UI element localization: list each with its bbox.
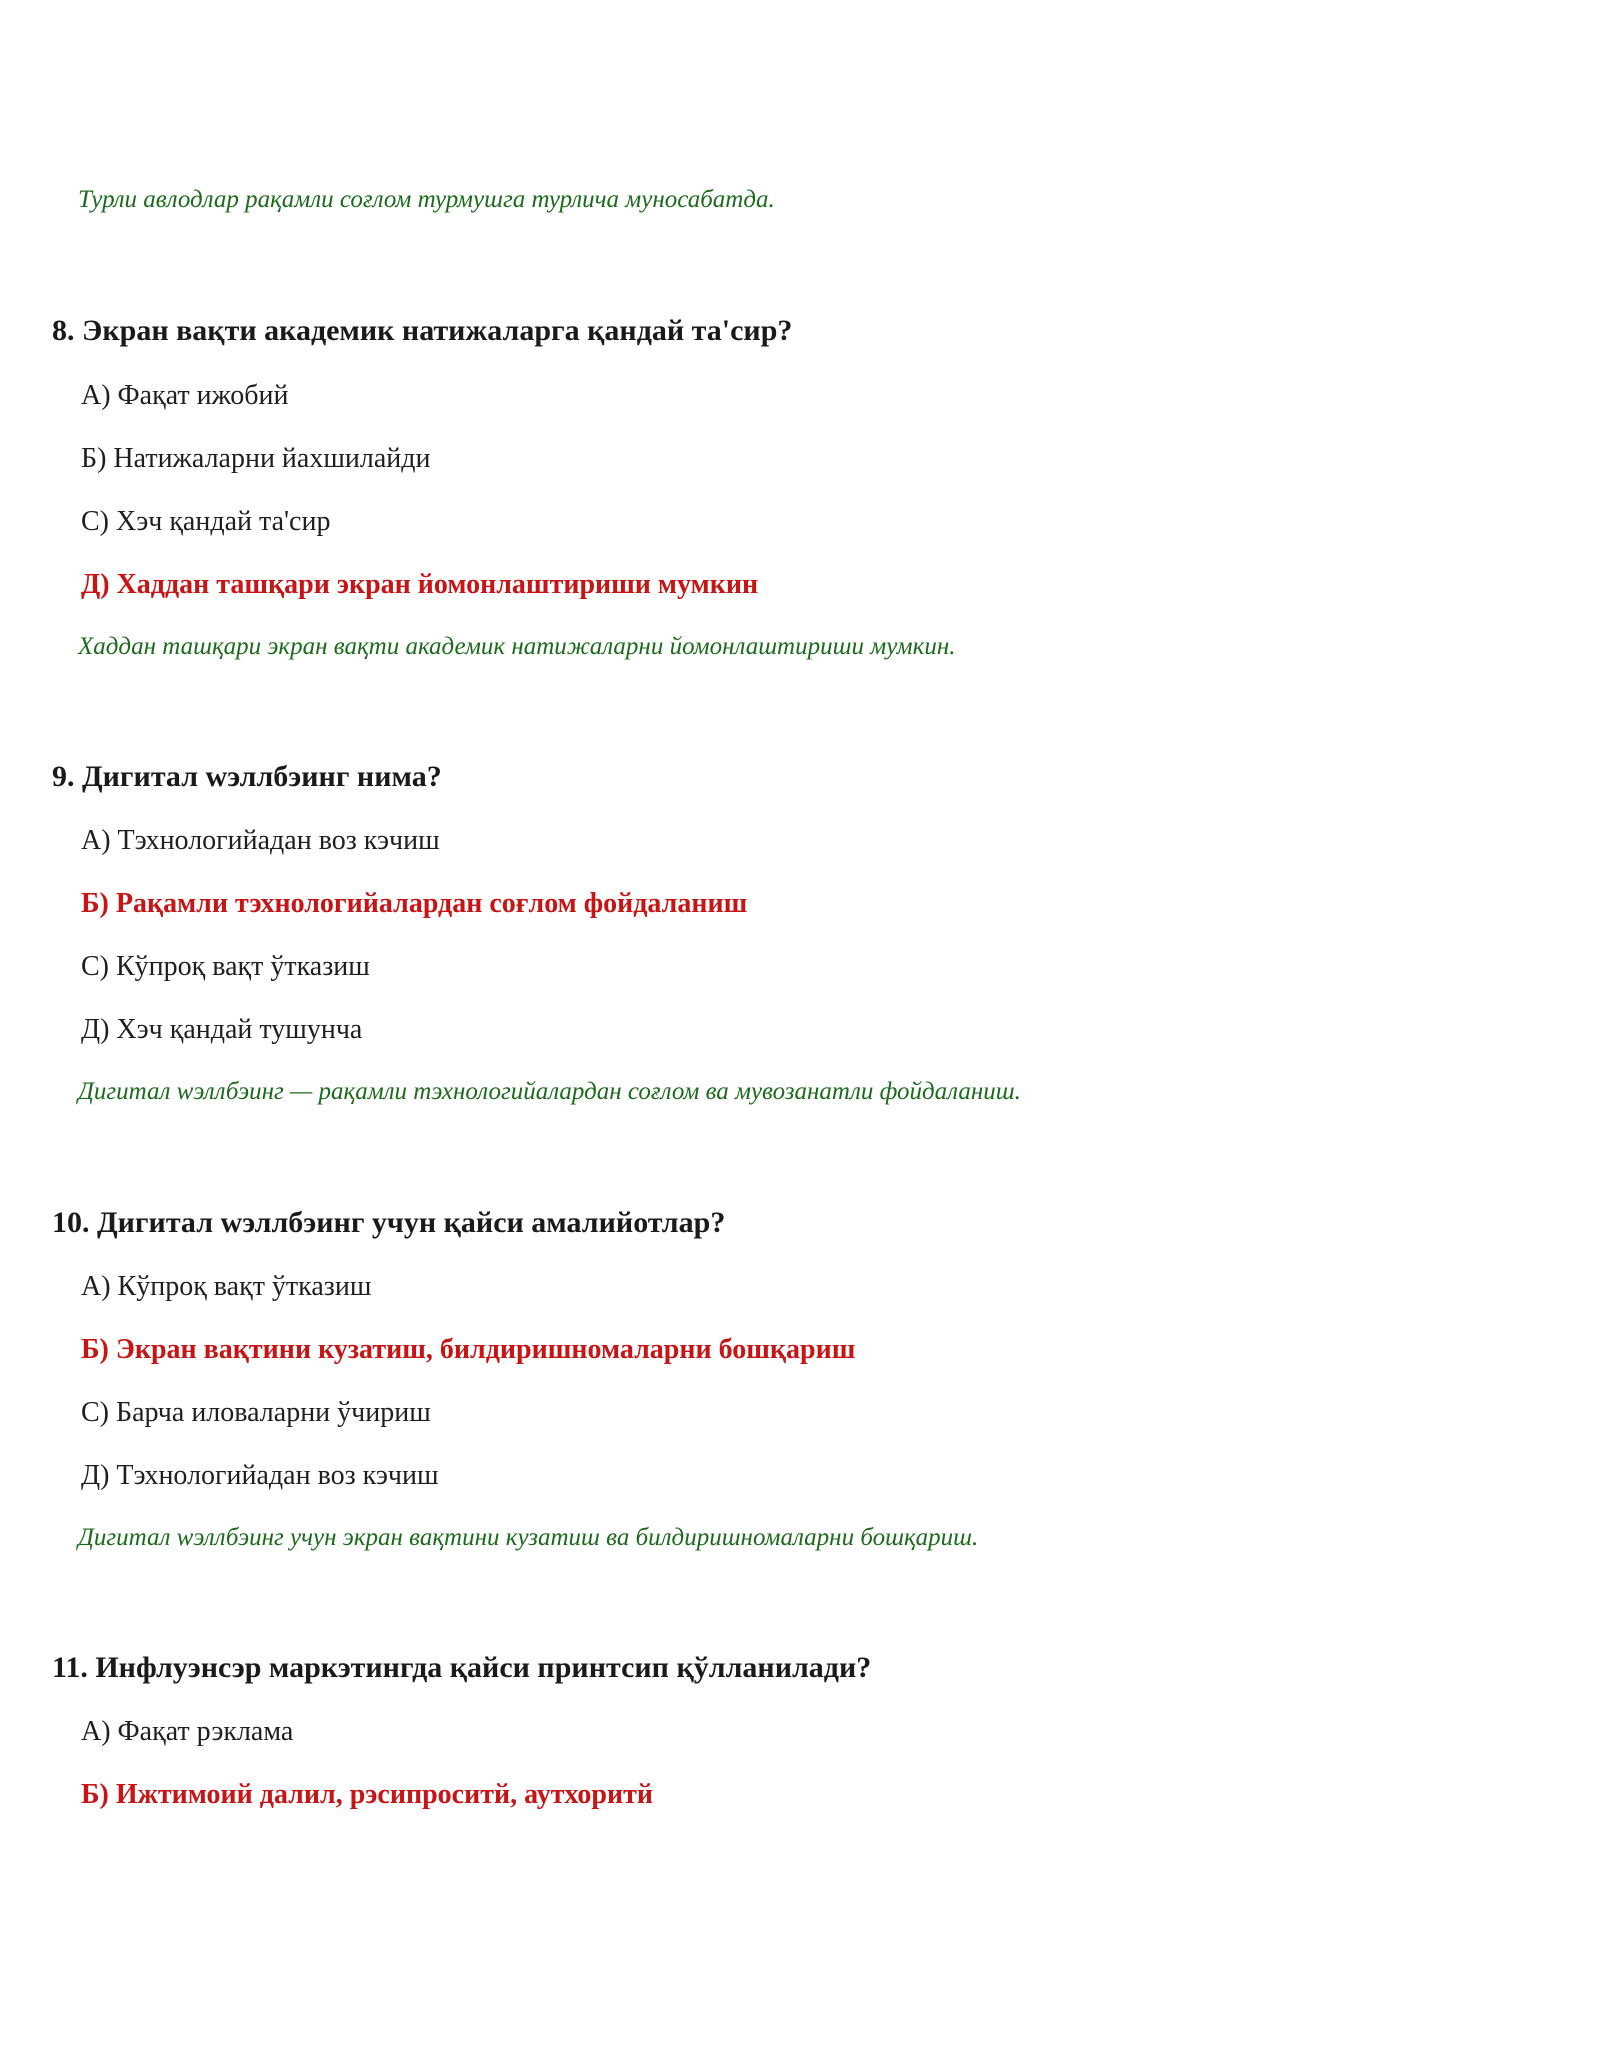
question-8-explanation: Хаддан ташқари экран вақти академик натижаларни йомонлаштириши мумкин. — [78, 633, 956, 660]
question-10-explanation: Дигитал wэллбэинг учун экран вақтини кузатиш ва билдиришномаларни бошқариш. — [78, 1524, 979, 1551]
question-10-option-a: А) Кўпроқ вақт ўтказиш — [81, 1271, 372, 1302]
question-8-option-a: А) Фақат ижобий — [81, 380, 289, 411]
question-10-option-c: С) Барча иловаларни ўчириш — [81, 1397, 431, 1428]
question-11-title: 11. Инфлуэнсэр маркэтингда қайси принтсип қўлланилади? — [52, 1651, 872, 1684]
question-10-title: 10. Дигитал wэллбэинг учун қайси амалийотлар? — [52, 1206, 726, 1239]
question-9-option-a: А) Тэхнологийадан воз кэчиш — [81, 825, 440, 856]
question-8-title: 8. Экран вақти академик натижаларга қандай та'сир? — [52, 314, 793, 347]
question-9-explanation: Дигитал wэллбэинг — рақамли тэхнологийалардан соғлом ва мувозанатли фойдаланиш. — [78, 1078, 1021, 1105]
question-11-option-b-correct: Б) Ижтимоий далил, рэсипроситй, аутхоритй — [81, 1779, 653, 1810]
question-9-option-c: С) Кўпроқ вақт ўтказиш — [81, 951, 370, 982]
explanation-text: Турли авлодлар рақамли соғлом турмушга турлича муносабатда. — [78, 186, 775, 213]
question-8-option-b: Б) Натижаларни йахшилайди — [81, 443, 431, 474]
question-8-option-c: С) Хэч қандай та'сир — [81, 506, 331, 537]
question-9-option-b-correct: Б) Рақамли тэхнологийалардан соғлом фойдаланиш — [81, 888, 748, 919]
question-10-option-d: Д) Тэхнологийадан воз кэчиш — [81, 1460, 439, 1491]
question-8-option-d-correct: Д) Хаддан ташқари экран йомонлаштириши мумкин — [81, 569, 759, 600]
question-9-option-d: Д) Хэч қандай тушунча — [81, 1014, 363, 1045]
question-10-option-b-correct: Б) Экран вақтини кузатиш, билдиришномаларни бошқариш — [81, 1334, 856, 1365]
question-9-title: 9. Дигитал wэллбэинг нима? — [52, 760, 442, 793]
question-11-option-a: А) Фақат рэклама — [81, 1716, 294, 1747]
